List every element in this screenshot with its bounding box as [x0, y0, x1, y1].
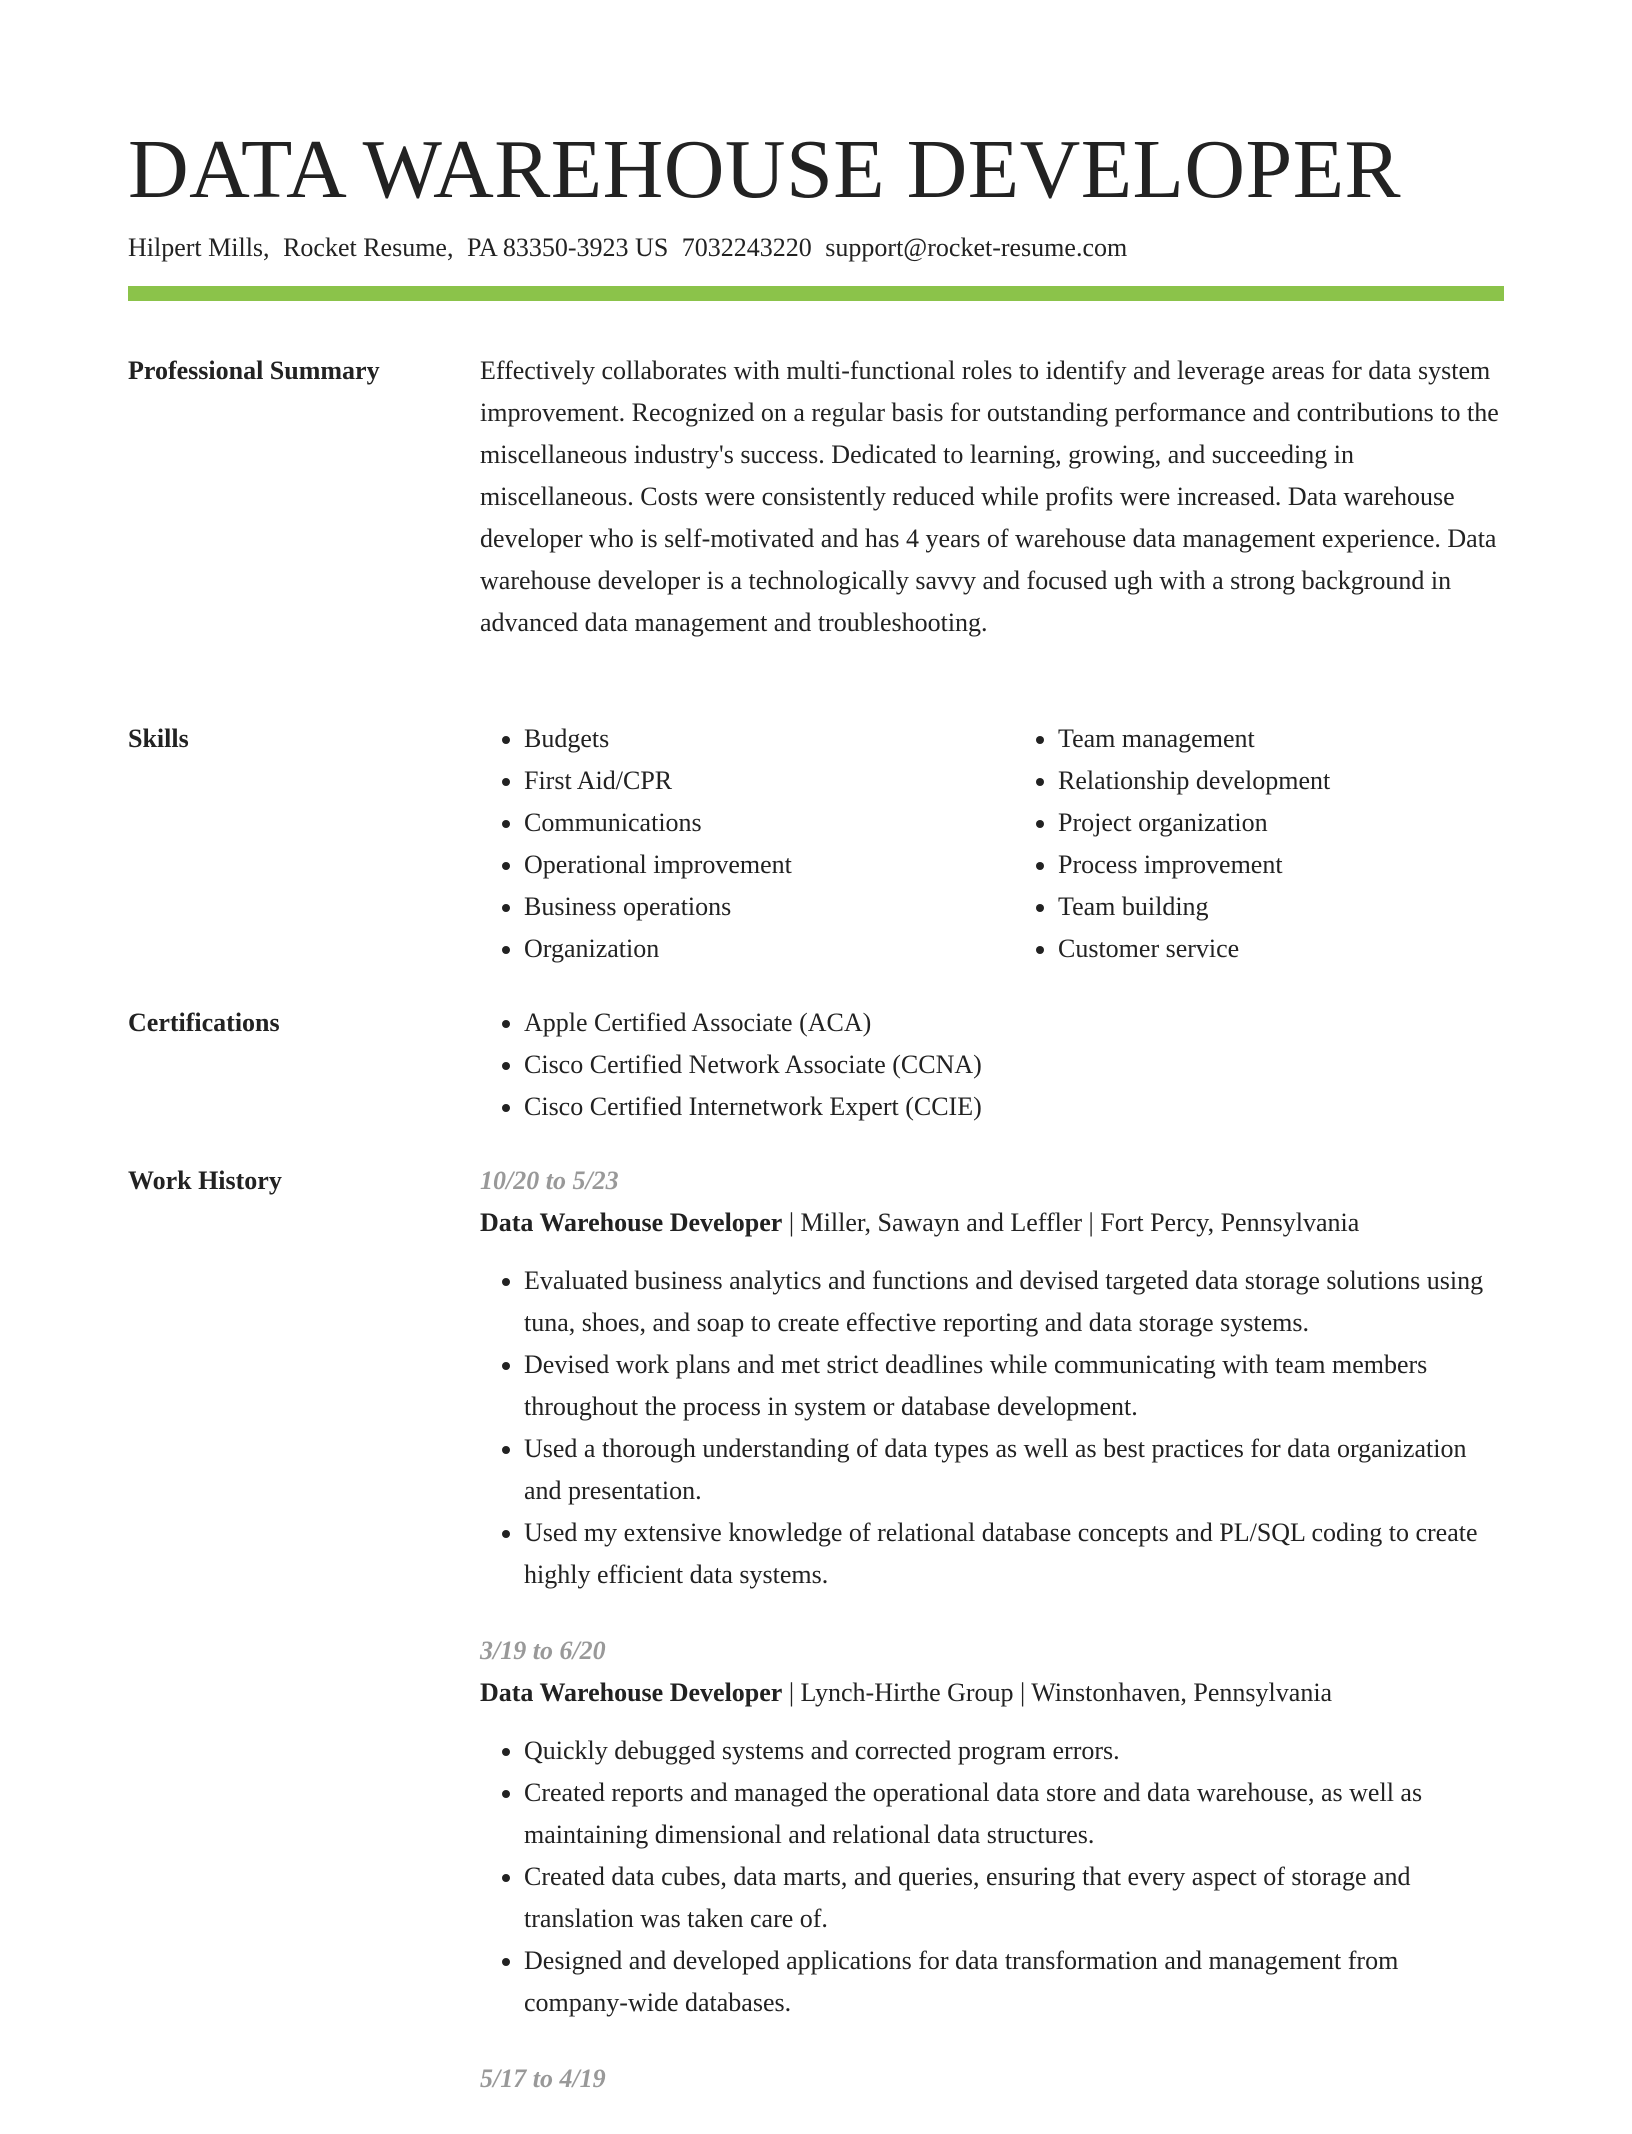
job-bullets [480, 1730, 1504, 2024]
skill-item: • Budgets [524, 718, 970, 760]
certifications-body [480, 1002, 1504, 1128]
skill-item: • Process improvement [1058, 844, 1504, 886]
certification-item: • Cisco Certified Internetwork Expert (CCIE) [524, 1086, 1504, 1128]
resume-title: DATA WAREHOUSE DEVELOPER [128, 123, 1402, 216]
skill-item: • Team management [1058, 718, 1504, 760]
job-bullet: • Evaluated business analytics and functions and devised targeted data storage solutions using tuna, shoes, and soap to create effective reporting and data storage systems. [524, 1260, 1504, 1344]
job-heading [480, 1672, 1504, 1714]
contact-location: PA 83350-3923 US [466, 233, 669, 262]
job-bullet: • Used a thorough understanding of data types as well as best practices for data organization and presentation. [524, 1428, 1504, 1512]
job-title: Data Warehouse Developer [480, 1678, 783, 1707]
job-details: | Miller, Sawayn and Leffler | Fort Percy, Pennsylvania [782, 1208, 1360, 1237]
job-dates: 3/19 to 6/20 [480, 1636, 606, 1665]
summary-text: Effectively collaborates with multi-functional roles to identify and leverage areas for data system improvement. Recognized on a regular basis for outstanding performance and contributions to the miscellaneous industry's success. Dedicated to learning, growing, and succeeding in miscellaneous. Costs were consistently reduced while profits were increased. Data warehouse developer who is self-motivated and has 4 years of warehouse data management experience. Data warehouse developer is a technologically savvy and focused ugh with a strong background in advanced data management and troubleshooting. [480, 356, 1499, 637]
skills-list-left [480, 718, 970, 970]
certification-item: • Apple Certified Associate (ACA) [524, 1002, 1504, 1044]
contact-phone: 7032243220 [681, 233, 812, 262]
contact-name: Hilpert Mills, [128, 233, 270, 262]
job-dates: 10/20 to 5/23 [480, 1166, 619, 1195]
contact-email: support@rocket-resume.com [825, 233, 1128, 262]
certification-item: • Cisco Certified Network Associate (CCNA) [524, 1044, 1504, 1086]
skills-body [480, 718, 1504, 970]
certifications-list [480, 1002, 1504, 1128]
skill-item: • First Aid/CPR [524, 760, 970, 802]
skill-item: • Team building [1058, 886, 1504, 928]
job-dates: 5/17 to 4/19 [480, 2064, 606, 2093]
work-history-heading: Work History [128, 1166, 282, 1195]
skills-list-right [1014, 718, 1504, 970]
job-details: | Lynch-Hirthe Group | Winstonhaven, Pennsylvania [782, 1678, 1333, 1707]
job-bullets [480, 1260, 1504, 1596]
contact-company: Rocket Resume, [283, 233, 454, 262]
skill-item: • Business operations [524, 886, 970, 928]
job-bullet: • Created data cubes, data marts, and queries, ensuring that every aspect of storage and translation was taken care of. [524, 1856, 1504, 1940]
job-entry [480, 2058, 1504, 2100]
skill-item: • Communications [524, 802, 970, 844]
skill-item: • Operational improvement [524, 844, 970, 886]
job-bullet: • Used my extensive knowledge of relational database concepts and PL/SQL coding to create highly efficient data systems. [524, 1512, 1504, 1596]
work-history-body [480, 1160, 1504, 2134]
job-bullet: • Designed and developed applications for data transformation and management from company-wide databases. [524, 1940, 1504, 2024]
skill-item: • Project organization [1058, 802, 1504, 844]
skills-heading: Skills [128, 724, 189, 753]
job-bullet: • Created reports and managed the operational data store and data warehouse, as well as maintaining dimensional and relational data structures. [524, 1772, 1504, 1856]
job-bullet: • Quickly debugged systems and corrected program errors. [524, 1730, 1504, 1772]
job-entry [480, 1160, 1504, 1596]
summary-body [480, 350, 1504, 644]
certifications-heading: Certifications [128, 1008, 280, 1037]
header-divider [128, 286, 1504, 301]
skill-item: • Organization [524, 928, 970, 970]
skill-item: • Customer service [1058, 928, 1504, 970]
job-bullet: • Devised work plans and met strict deadlines while communicating with team members throughout the process in system or database development. [524, 1344, 1504, 1428]
contact-line [128, 230, 1127, 266]
job-heading [480, 1202, 1504, 1244]
summary-heading: Professional Summary [128, 356, 380, 385]
job-title: Data Warehouse Developer [480, 1208, 783, 1237]
skill-item: • Relationship development [1058, 760, 1504, 802]
job-entry [480, 1630, 1504, 2024]
